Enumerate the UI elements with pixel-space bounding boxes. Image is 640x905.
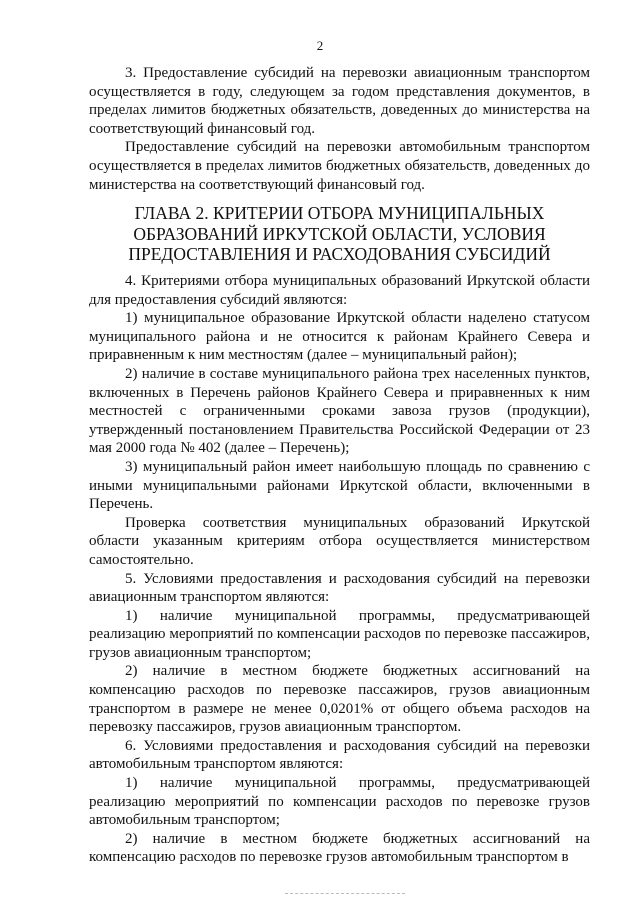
paragraph: 6. Условиями предоставления и расходования субсидий на перевозки автомобильным транспортом являются: [89, 737, 590, 773]
paragraph: 2) наличие в местном бюджете бюджетных ассигнований на компенсацию расходов по перевозке грузов автомобильным транспортом в [89, 830, 590, 866]
section-chapter-2 [89, 272, 590, 867]
paragraph: 1) муниципальное образование Иркутской области наделено статусом муниципального района и не относится к районам Крайнего Севера и приравненным к ним местностям (далее – муниципальный район); [89, 310, 590, 364]
paragraph: 4. Критериями отбора муниципальных образований Иркутской области для предоставления субсидий являются: [89, 273, 590, 308]
page-bottom-divider [285, 893, 405, 894]
paragraph: 1) наличие муниципальной программы, предусматривающей реализацию мероприятий по компенсации расходов по перевозке грузов автомобильным транспортом; [89, 775, 590, 829]
paragraph: 5. Условиями предоставления и расходования субсидий на перевозки авиационным транспортом являются: [89, 570, 590, 606]
paragraph: 3) муниципальный район имеет наибольшую площадь по сравнению с иными муниципальными районами Иркутской области, включенными в Перечень. [89, 458, 590, 513]
paragraph-3: 3. Предоставление субсидий на перевозки авиационным транспортом осуществляется в году, следующем за годом представления документов, в пределах лимитов бюджетных обязательств, доведенных до министерства на соответствующий финансовый год. [89, 65, 590, 137]
chapter-heading: ГЛАВА 2. КРИТЕРИИ ОТБОРА МУНИЦИПАЛЬНЫХ ОБРАЗОВАНИЙ ИРКУТСКОЙ ОБЛАСТИ, УСЛОВИЯ ПРЕДОСТАВЛЕНИЯ И РАСХОДОВАНИЯ СУБСИДИЙ [128, 203, 551, 264]
paragraph: Проверка соответствия муниципальных образований Иркутской области указанным критериям отбора осуществляется министерством самостоятельно. [89, 514, 590, 568]
paragraph: 2) наличие в местном бюджете бюджетных ассигнований на компенсацию расходов по перевозке пассажиров, грузов авиационным транспортом в размере не менее 0,0201% от общего объема расходов на перевозку пассажиров, грузов авиационным транспортом. [89, 663, 590, 736]
paragraph: 2) наличие в составе муниципального района трех населенных пунктов, включенных в Перечень районов Крайнего Севера и приравненных к ним местностей с ограниченными сроками завоза грузов (продукции), утвержденный постановлением Правительства Российской Федерации от 23 мая 2000 года № 402 (далее – Перечень); [89, 365, 590, 457]
page-number: 2 [316, 38, 324, 53]
paragraph-3-continued: Предоставление субсидий на перевозки автомобильным транспортом осуществляется в пределах лимитов бюджетных обязательств, доведенных до министерства на соответствующий финансовый год. [89, 139, 590, 193]
paragraph: 1) наличие муниципальной программы, предусматривающей реализацию мероприятий по компенсации расходов по перевозке пассажиров, грузов авиационным транспортом; [89, 607, 590, 661]
section-top [89, 64, 590, 194]
